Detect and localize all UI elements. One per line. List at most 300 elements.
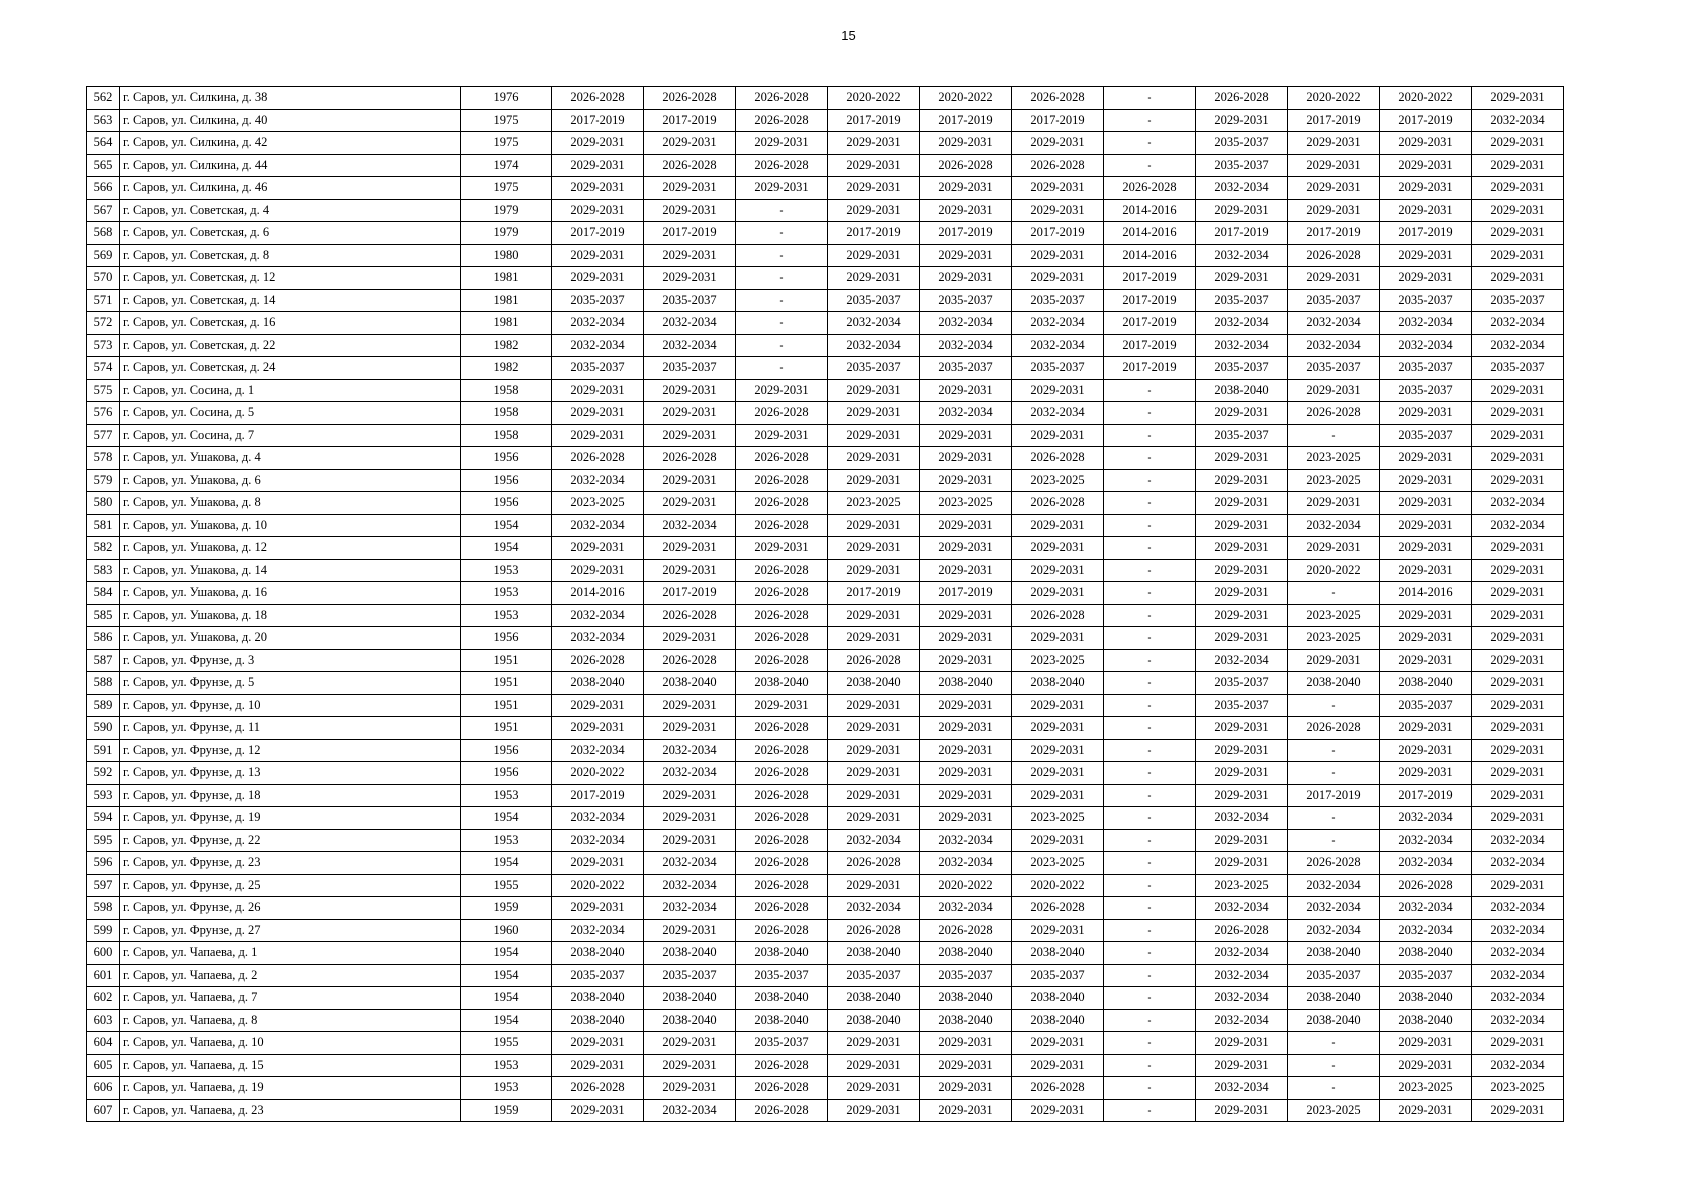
repair-period-cell: 2026-2028 bbox=[736, 1054, 828, 1077]
repair-period-cell: 2029-2031 bbox=[1012, 582, 1104, 605]
row-number-cell: 602 bbox=[87, 987, 120, 1010]
build-year-cell: 1951 bbox=[461, 649, 552, 672]
row-number-cell: 568 bbox=[87, 222, 120, 245]
repair-period-cell: 2029-2031 bbox=[644, 537, 736, 560]
repair-period-cell: 2032-2034 bbox=[1288, 334, 1380, 357]
repair-period-cell: 2038-2040 bbox=[1288, 1009, 1380, 1032]
repair-period-cell: - bbox=[1104, 694, 1196, 717]
table-row bbox=[87, 942, 1564, 965]
repair-period-cell: 2029-2031 bbox=[1472, 582, 1564, 605]
repair-period-cell: 2032-2034 bbox=[644, 334, 736, 357]
repair-period-cell: 2029-2031 bbox=[1472, 402, 1564, 425]
repair-period-cell: - bbox=[736, 222, 828, 245]
repair-period-cell: 2029-2031 bbox=[644, 1032, 736, 1055]
row-number-cell: 579 bbox=[87, 469, 120, 492]
repair-period-cell: 2029-2031 bbox=[644, 919, 736, 942]
repair-period-cell: 2029-2031 bbox=[1012, 829, 1104, 852]
address-cell: г. Саров, ул. Чапаева, д. 10 bbox=[120, 1032, 461, 1055]
repair-period-cell: 2029-2031 bbox=[1196, 627, 1288, 650]
repair-period-cell: 2017-2019 bbox=[1012, 222, 1104, 245]
repair-period-cell: 2029-2031 bbox=[1196, 717, 1288, 740]
repair-period-cell: 2017-2019 bbox=[1380, 222, 1472, 245]
table-row bbox=[87, 177, 1564, 200]
repair-period-cell: - bbox=[1104, 784, 1196, 807]
repair-period-cell: 2029-2031 bbox=[1380, 132, 1472, 155]
repair-period-cell: 2035-2037 bbox=[1472, 357, 1564, 380]
repair-period-cell: 2038-2040 bbox=[552, 672, 644, 695]
repair-period-cell: 2035-2037 bbox=[1012, 357, 1104, 380]
build-year-cell: 1951 bbox=[461, 672, 552, 695]
row-number-cell: 586 bbox=[87, 627, 120, 650]
repair-period-cell: 2029-2031 bbox=[1472, 537, 1564, 560]
repair-period-cell: 2035-2037 bbox=[1380, 289, 1472, 312]
build-year-cell: 1958 bbox=[461, 379, 552, 402]
repair-period-cell: 2014-2016 bbox=[1104, 199, 1196, 222]
address-cell: г. Саров, ул. Фрунзе, д. 5 bbox=[120, 672, 461, 695]
repair-period-cell: 2017-2019 bbox=[1380, 109, 1472, 132]
repair-period-cell: 2029-2031 bbox=[644, 559, 736, 582]
repair-period-cell: 2038-2040 bbox=[1380, 987, 1472, 1010]
table-row bbox=[87, 829, 1564, 852]
repair-period-cell: 2032-2034 bbox=[1288, 897, 1380, 920]
repair-period-cell: 2026-2028 bbox=[1196, 87, 1288, 110]
table-row bbox=[87, 154, 1564, 177]
repair-period-cell: 2029-2031 bbox=[828, 424, 920, 447]
repair-period-cell: 2029-2031 bbox=[920, 132, 1012, 155]
address-cell: г. Саров, ул. Фрунзе, д. 25 bbox=[120, 874, 461, 897]
repair-period-cell: 2035-2037 bbox=[552, 289, 644, 312]
repair-period-cell: 2029-2031 bbox=[828, 514, 920, 537]
repair-period-cell: 2026-2028 bbox=[1288, 717, 1380, 740]
repair-period-cell: 2035-2037 bbox=[828, 289, 920, 312]
build-year-cell: 1953 bbox=[461, 829, 552, 852]
repair-period-cell: - bbox=[1104, 559, 1196, 582]
row-number-cell: 590 bbox=[87, 717, 120, 740]
repair-period-cell: 2029-2031 bbox=[1472, 177, 1564, 200]
build-year-cell: 1959 bbox=[461, 1099, 552, 1122]
repair-period-cell: 2029-2031 bbox=[828, 199, 920, 222]
repair-period-cell: 2029-2031 bbox=[828, 739, 920, 762]
address-cell: г. Саров, ул. Чапаева, д. 19 bbox=[120, 1077, 461, 1100]
repair-period-cell: 2023-2025 bbox=[552, 492, 644, 515]
repair-period-cell: 2029-2031 bbox=[1380, 177, 1472, 200]
row-number-cell: 583 bbox=[87, 559, 120, 582]
repair-period-cell: 2029-2031 bbox=[552, 177, 644, 200]
repair-period-cell: 2029-2031 bbox=[828, 1032, 920, 1055]
repair-period-cell: 2029-2031 bbox=[1012, 717, 1104, 740]
repair-period-cell: 2026-2028 bbox=[736, 739, 828, 762]
repair-period-cell: 2026-2028 bbox=[736, 1099, 828, 1122]
repair-period-cell: 2029-2031 bbox=[1012, 177, 1104, 200]
repair-period-cell: 2029-2031 bbox=[644, 1077, 736, 1100]
repair-period-cell: - bbox=[736, 244, 828, 267]
repair-period-cell: 2026-2028 bbox=[552, 87, 644, 110]
repair-period-cell: 2029-2031 bbox=[1472, 424, 1564, 447]
repair-period-cell: 2032-2034 bbox=[644, 874, 736, 897]
repair-period-cell: 2017-2019 bbox=[644, 222, 736, 245]
repair-period-cell: 2038-2040 bbox=[736, 1009, 828, 1032]
repair-period-cell: 2038-2040 bbox=[1380, 942, 1472, 965]
build-year-cell: 1956 bbox=[461, 492, 552, 515]
table-row bbox=[87, 1009, 1564, 1032]
repair-period-cell: 2029-2031 bbox=[1288, 154, 1380, 177]
repair-period-cell: - bbox=[1104, 942, 1196, 965]
repair-period-cell: 2023-2025 bbox=[1288, 604, 1380, 627]
repair-period-cell: 2029-2031 bbox=[1472, 604, 1564, 627]
repair-period-cell: 2029-2031 bbox=[1196, 267, 1288, 290]
table-row bbox=[87, 267, 1564, 290]
repair-period-cell: 2032-2034 bbox=[1472, 312, 1564, 335]
repair-period-cell: 2029-2031 bbox=[1012, 514, 1104, 537]
repair-period-cell: 2026-2028 bbox=[1196, 919, 1288, 942]
repair-period-cell: 2026-2028 bbox=[736, 649, 828, 672]
repair-period-cell: 2029-2031 bbox=[552, 244, 644, 267]
row-number-cell: 572 bbox=[87, 312, 120, 335]
repair-period-cell: 2029-2031 bbox=[920, 604, 1012, 627]
repair-period-cell: 2029-2031 bbox=[1380, 739, 1472, 762]
repair-period-cell: 2029-2031 bbox=[828, 1077, 920, 1100]
repair-period-cell: 2032-2034 bbox=[1196, 964, 1288, 987]
repair-period-cell: 2029-2031 bbox=[1380, 649, 1472, 672]
repair-period-cell: 2029-2031 bbox=[644, 132, 736, 155]
row-number-cell: 593 bbox=[87, 784, 120, 807]
repair-period-cell: 2038-2040 bbox=[1288, 942, 1380, 965]
address-cell: г. Саров, ул. Чапаева, д. 15 bbox=[120, 1054, 461, 1077]
repair-period-cell: 2029-2031 bbox=[1472, 784, 1564, 807]
row-number-cell: 600 bbox=[87, 942, 120, 965]
repair-period-cell: 2029-2031 bbox=[828, 402, 920, 425]
repair-period-cell: 2038-2040 bbox=[644, 987, 736, 1010]
repair-period-cell: 2035-2037 bbox=[644, 289, 736, 312]
repair-period-cell: 2032-2034 bbox=[1288, 514, 1380, 537]
repair-period-cell: 2029-2031 bbox=[1472, 1099, 1564, 1122]
repair-period-cell: - bbox=[1104, 109, 1196, 132]
address-cell: г. Саров, ул. Фрунзе, д. 26 bbox=[120, 897, 461, 920]
repair-period-cell: 2029-2031 bbox=[1380, 1054, 1472, 1077]
build-year-cell: 1958 bbox=[461, 402, 552, 425]
repair-period-cell: 2026-2028 bbox=[644, 447, 736, 470]
repair-period-cell: 2023-2025 bbox=[1012, 852, 1104, 875]
repair-period-cell: 2029-2031 bbox=[920, 1099, 1012, 1122]
repair-period-cell: 2026-2028 bbox=[736, 469, 828, 492]
repair-period-cell: 2029-2031 bbox=[1012, 267, 1104, 290]
repair-period-cell: 2017-2019 bbox=[1288, 222, 1380, 245]
repair-period-cell: 2017-2019 bbox=[1104, 334, 1196, 357]
repair-period-cell: 2026-2028 bbox=[736, 807, 828, 830]
build-year-cell: 1981 bbox=[461, 267, 552, 290]
row-number-cell: 584 bbox=[87, 582, 120, 605]
build-year-cell: 1979 bbox=[461, 199, 552, 222]
repair-period-cell: 2032-2034 bbox=[1380, 897, 1472, 920]
repair-period-cell: 2026-2028 bbox=[552, 649, 644, 672]
build-year-cell: 1954 bbox=[461, 807, 552, 830]
repair-period-cell: - bbox=[1104, 537, 1196, 560]
repair-period-cell: 2029-2031 bbox=[828, 469, 920, 492]
repair-period-cell: 2035-2037 bbox=[1012, 964, 1104, 987]
row-number-cell: 566 bbox=[87, 177, 120, 200]
repair-period-cell: 2029-2031 bbox=[1472, 199, 1564, 222]
repair-period-cell: 2029-2031 bbox=[1380, 402, 1472, 425]
repair-period-cell: 2035-2037 bbox=[1380, 379, 1472, 402]
repair-period-cell: - bbox=[1104, 762, 1196, 785]
repair-period-cell: 2029-2031 bbox=[1012, 627, 1104, 650]
repair-period-cell: 2029-2031 bbox=[828, 604, 920, 627]
table-row bbox=[87, 537, 1564, 560]
repair-period-cell: 2032-2034 bbox=[828, 312, 920, 335]
table-row bbox=[87, 852, 1564, 875]
repair-period-cell: 2035-2037 bbox=[1196, 672, 1288, 695]
table-row bbox=[87, 604, 1564, 627]
address-cell: г. Саров, ул. Советская, д. 12 bbox=[120, 267, 461, 290]
address-cell: г. Саров, ул. Советская, д. 22 bbox=[120, 334, 461, 357]
repair-period-cell: 2029-2031 bbox=[920, 717, 1012, 740]
repair-period-cell: 2029-2031 bbox=[1196, 604, 1288, 627]
table-body bbox=[87, 87, 1564, 1122]
repair-period-cell: 2035-2037 bbox=[828, 964, 920, 987]
repair-period-cell: 2032-2034 bbox=[1196, 1009, 1288, 1032]
row-number-cell: 589 bbox=[87, 694, 120, 717]
row-number-cell: 587 bbox=[87, 649, 120, 672]
repair-period-cell: 2026-2028 bbox=[644, 154, 736, 177]
repair-period-cell: 2029-2031 bbox=[644, 244, 736, 267]
repair-period-cell: 2026-2028 bbox=[1104, 177, 1196, 200]
build-year-cell: 1953 bbox=[461, 1054, 552, 1077]
table-row bbox=[87, 987, 1564, 1010]
repair-period-cell: 2032-2034 bbox=[552, 514, 644, 537]
repair-period-cell: 2029-2031 bbox=[1012, 424, 1104, 447]
build-year-cell: 1975 bbox=[461, 132, 552, 155]
repair-period-cell: 2017-2019 bbox=[552, 109, 644, 132]
repair-period-cell: - bbox=[1104, 852, 1196, 875]
table-row bbox=[87, 199, 1564, 222]
repair-period-cell: 2017-2019 bbox=[1104, 312, 1196, 335]
repair-period-cell: 2029-2031 bbox=[1012, 244, 1104, 267]
repair-period-cell: 2032-2034 bbox=[552, 919, 644, 942]
repair-period-cell: 2029-2031 bbox=[552, 559, 644, 582]
build-year-cell: 1979 bbox=[461, 222, 552, 245]
table-row bbox=[87, 739, 1564, 762]
repair-period-cell: 2026-2028 bbox=[736, 492, 828, 515]
build-year-cell: 1975 bbox=[461, 109, 552, 132]
build-year-cell: 1953 bbox=[461, 784, 552, 807]
repair-period-cell: 2026-2028 bbox=[1012, 87, 1104, 110]
row-number-cell: 591 bbox=[87, 739, 120, 762]
repair-period-cell: 2029-2031 bbox=[828, 559, 920, 582]
repair-period-cell: 2038-2040 bbox=[1012, 672, 1104, 695]
table-row bbox=[87, 1099, 1564, 1122]
table-row bbox=[87, 694, 1564, 717]
table-row bbox=[87, 514, 1564, 537]
repair-period-cell: 2020-2022 bbox=[1288, 559, 1380, 582]
row-number-cell: 562 bbox=[87, 87, 120, 110]
repair-period-cell: 2029-2031 bbox=[1288, 537, 1380, 560]
table-row bbox=[87, 379, 1564, 402]
table-row bbox=[87, 244, 1564, 267]
repair-period-cell: 2029-2031 bbox=[920, 244, 1012, 267]
repair-period-cell: 2029-2031 bbox=[1196, 829, 1288, 852]
repair-period-cell: 2032-2034 bbox=[1012, 334, 1104, 357]
repair-period-cell: 2032-2034 bbox=[644, 852, 736, 875]
repair-period-cell: 2032-2034 bbox=[1472, 897, 1564, 920]
repair-period-cell: 2038-2040 bbox=[552, 987, 644, 1010]
address-cell: г. Саров, ул. Фрунзе, д. 22 bbox=[120, 829, 461, 852]
repair-period-cell: 2029-2031 bbox=[644, 694, 736, 717]
repair-period-cell: 2014-2016 bbox=[1380, 582, 1472, 605]
repair-period-cell: - bbox=[1104, 649, 1196, 672]
repair-period-cell: 2026-2028 bbox=[552, 1077, 644, 1100]
repair-period-cell: 2026-2028 bbox=[736, 582, 828, 605]
repair-period-cell: 2032-2034 bbox=[1472, 334, 1564, 357]
repair-period-cell: - bbox=[1104, 379, 1196, 402]
build-year-cell: 1956 bbox=[461, 739, 552, 762]
repair-period-cell: 2026-2028 bbox=[644, 649, 736, 672]
repair-period-cell: 2026-2028 bbox=[736, 1077, 828, 1100]
row-number-cell: 594 bbox=[87, 807, 120, 830]
repair-period-cell: 2026-2028 bbox=[1288, 244, 1380, 267]
build-year-cell: 1955 bbox=[461, 874, 552, 897]
repair-period-cell: 2029-2031 bbox=[828, 1054, 920, 1077]
repair-period-cell: - bbox=[1104, 829, 1196, 852]
repair-period-cell: 2029-2031 bbox=[1196, 1054, 1288, 1077]
repair-period-cell: - bbox=[1288, 807, 1380, 830]
repair-period-cell: 2029-2031 bbox=[1380, 762, 1472, 785]
repair-period-cell: 2029-2031 bbox=[920, 807, 1012, 830]
repair-period-cell: 2026-2028 bbox=[1288, 852, 1380, 875]
row-number-cell: 588 bbox=[87, 672, 120, 695]
repair-period-cell: 2029-2031 bbox=[1288, 177, 1380, 200]
repair-period-cell: 2032-2034 bbox=[552, 312, 644, 335]
table-row bbox=[87, 424, 1564, 447]
repair-period-cell: 2029-2031 bbox=[1196, 582, 1288, 605]
repair-period-cell: 2023-2025 bbox=[1288, 469, 1380, 492]
repair-period-cell: 2035-2037 bbox=[920, 964, 1012, 987]
table-row bbox=[87, 1077, 1564, 1100]
build-year-cell: 1953 bbox=[461, 1077, 552, 1100]
repair-period-cell: 2029-2031 bbox=[1196, 1099, 1288, 1122]
table-row bbox=[87, 627, 1564, 650]
repair-period-cell: 2023-2025 bbox=[1288, 447, 1380, 470]
repair-period-cell: - bbox=[736, 267, 828, 290]
repair-period-cell: 2032-2034 bbox=[1288, 874, 1380, 897]
repair-period-cell: 2029-2031 bbox=[1288, 379, 1380, 402]
repair-period-cell: 2035-2037 bbox=[1196, 289, 1288, 312]
repair-period-cell: 2029-2031 bbox=[1288, 492, 1380, 515]
repair-period-cell: 2020-2022 bbox=[552, 874, 644, 897]
repair-period-cell: 2029-2031 bbox=[1380, 469, 1472, 492]
repair-period-cell: 2032-2034 bbox=[1196, 649, 1288, 672]
repair-period-cell: 2023-2025 bbox=[1012, 807, 1104, 830]
repair-period-cell: - bbox=[1288, 1077, 1380, 1100]
repair-period-cell: 2023-2025 bbox=[1196, 874, 1288, 897]
repair-period-cell: 2038-2040 bbox=[736, 987, 828, 1010]
repair-period-cell: 2029-2031 bbox=[1012, 762, 1104, 785]
repair-period-cell: 2032-2034 bbox=[1196, 244, 1288, 267]
repair-period-cell: 2023-2025 bbox=[1380, 1077, 1472, 1100]
repair-period-cell: 2029-2031 bbox=[828, 807, 920, 830]
repair-period-cell: 2020-2022 bbox=[828, 87, 920, 110]
repair-period-cell: 2017-2019 bbox=[1104, 357, 1196, 380]
build-year-cell: 1954 bbox=[461, 514, 552, 537]
repair-period-cell: 2035-2037 bbox=[1196, 424, 1288, 447]
repair-period-cell: 2029-2031 bbox=[736, 132, 828, 155]
repair-period-cell: 2029-2031 bbox=[1472, 559, 1564, 582]
repair-period-cell: 2032-2034 bbox=[1012, 402, 1104, 425]
repair-period-cell: 2029-2031 bbox=[552, 852, 644, 875]
repair-period-cell: 2023-2025 bbox=[1012, 469, 1104, 492]
repair-period-cell: 2026-2028 bbox=[736, 514, 828, 537]
repair-period-cell: - bbox=[1288, 582, 1380, 605]
address-cell: г. Саров, ул. Советская, д. 8 bbox=[120, 244, 461, 267]
repair-period-cell: 2029-2031 bbox=[1012, 559, 1104, 582]
repair-period-cell: 2029-2031 bbox=[644, 424, 736, 447]
address-cell: г. Саров, ул. Сосина, д. 7 bbox=[120, 424, 461, 447]
repair-period-cell: 2029-2031 bbox=[1472, 649, 1564, 672]
repair-period-cell: 2032-2034 bbox=[1472, 514, 1564, 537]
address-cell: г. Саров, ул. Сосина, д. 5 bbox=[120, 402, 461, 425]
repair-period-cell: 2026-2028 bbox=[736, 87, 828, 110]
repair-period-cell: 2026-2028 bbox=[644, 87, 736, 110]
repair-period-cell: 2032-2034 bbox=[920, 852, 1012, 875]
address-cell: г. Саров, ул. Фрунзе, д. 27 bbox=[120, 919, 461, 942]
repair-period-cell: 2035-2037 bbox=[736, 964, 828, 987]
repair-period-cell: 2029-2031 bbox=[1012, 379, 1104, 402]
repair-period-cell: 2029-2031 bbox=[828, 717, 920, 740]
repair-period-cell: 2029-2031 bbox=[920, 267, 1012, 290]
repair-period-cell: 2029-2031 bbox=[920, 784, 1012, 807]
address-cell: г. Саров, ул. Фрунзе, д. 18 bbox=[120, 784, 461, 807]
repair-period-cell: 2029-2031 bbox=[1380, 244, 1472, 267]
repair-period-cell: 2032-2034 bbox=[644, 514, 736, 537]
row-number-cell: 581 bbox=[87, 514, 120, 537]
repair-period-cell: 2032-2034 bbox=[1380, 312, 1472, 335]
row-number-cell: 605 bbox=[87, 1054, 120, 1077]
row-number-cell: 574 bbox=[87, 357, 120, 380]
row-number-cell: 564 bbox=[87, 132, 120, 155]
repair-period-cell: 2029-2031 bbox=[736, 694, 828, 717]
repair-period-cell: 2029-2031 bbox=[552, 424, 644, 447]
row-number-cell: 595 bbox=[87, 829, 120, 852]
repair-period-cell: 2026-2028 bbox=[736, 604, 828, 627]
repair-period-cell: 2029-2031 bbox=[828, 267, 920, 290]
repair-period-cell: 2029-2031 bbox=[552, 694, 644, 717]
build-year-cell: 1982 bbox=[461, 334, 552, 357]
table-row bbox=[87, 762, 1564, 785]
repair-period-cell: 2029-2031 bbox=[1380, 1032, 1472, 1055]
repair-period-cell: - bbox=[1104, 514, 1196, 537]
address-cell: г. Саров, ул. Фрунзе, д. 11 bbox=[120, 717, 461, 740]
repair-period-cell: 2029-2031 bbox=[1196, 402, 1288, 425]
build-year-cell: 1956 bbox=[461, 447, 552, 470]
repair-period-cell: 2029-2031 bbox=[828, 244, 920, 267]
repair-period-cell: 2029-2031 bbox=[736, 177, 828, 200]
repair-period-cell: 2029-2031 bbox=[1472, 267, 1564, 290]
repair-period-cell: 2026-2028 bbox=[552, 447, 644, 470]
repair-period-cell: 2023-2025 bbox=[1288, 1099, 1380, 1122]
row-number-cell: 573 bbox=[87, 334, 120, 357]
repair-period-cell: - bbox=[736, 334, 828, 357]
housing-repair-schedule-table bbox=[86, 86, 1564, 1122]
repair-period-cell: 2038-2040 bbox=[552, 942, 644, 965]
row-number-cell: 597 bbox=[87, 874, 120, 897]
repair-period-cell: 2017-2019 bbox=[920, 582, 1012, 605]
repair-period-cell: 2032-2034 bbox=[1472, 492, 1564, 515]
repair-period-cell: 2029-2031 bbox=[644, 829, 736, 852]
repair-period-cell: 2029-2031 bbox=[1196, 1032, 1288, 1055]
repair-period-cell: 2029-2031 bbox=[1380, 492, 1472, 515]
address-cell: г. Саров, ул. Силкина, д. 44 bbox=[120, 154, 461, 177]
row-number-cell: 582 bbox=[87, 537, 120, 560]
repair-period-cell: - bbox=[1288, 1054, 1380, 1077]
